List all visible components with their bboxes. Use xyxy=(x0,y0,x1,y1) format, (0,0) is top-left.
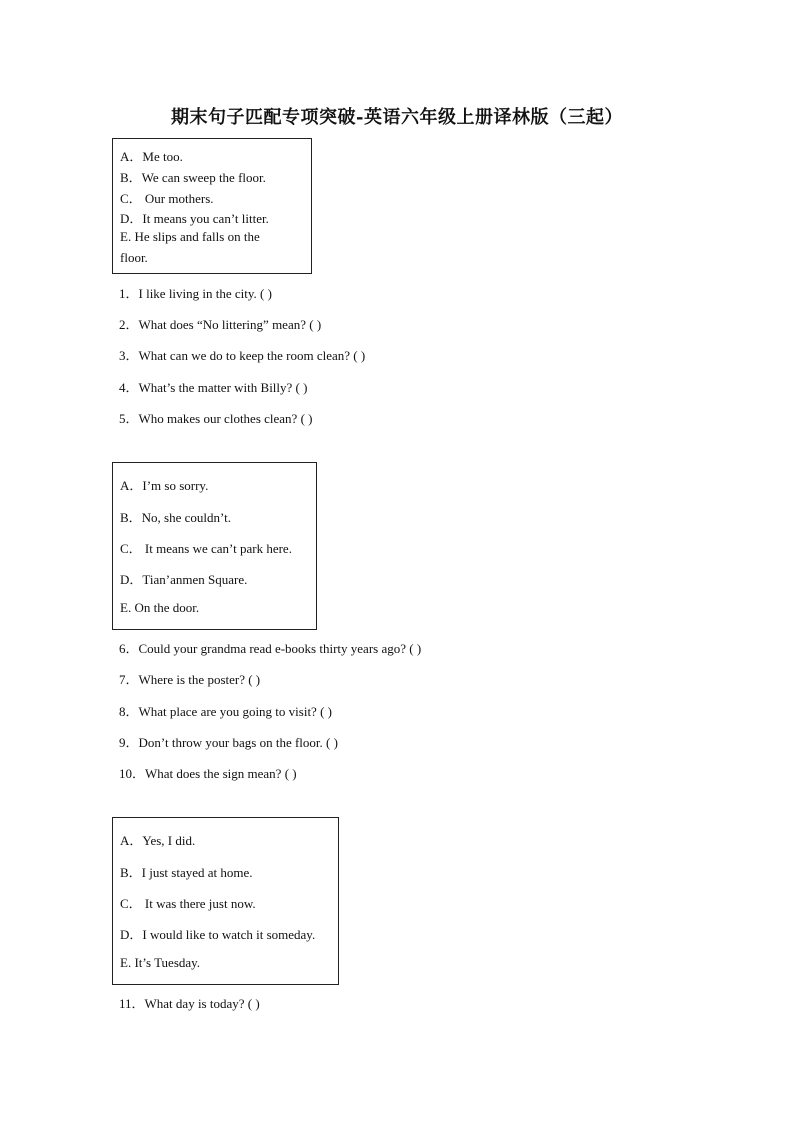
option-d: D．Tian’anmen Square. xyxy=(120,572,248,587)
option-d: D．It means you can’t litter. xyxy=(120,211,269,226)
option-a: A．Yes, I did. xyxy=(120,833,196,848)
question-9: 9．Don’t throw your bags on the floor. ( ) xyxy=(119,735,338,750)
question-6: 6．Could your grandma read e-books thirty years ago? ( ) xyxy=(119,641,422,656)
option-b: B．No, she couldn’t. xyxy=(120,510,231,525)
option-c: C． Our mothers. xyxy=(120,191,214,206)
option-b: B．I just stayed at home. xyxy=(120,865,253,880)
option-e: E. He slips and falls on the xyxy=(120,229,260,244)
option-e: E. It’s Tuesday. xyxy=(120,955,201,970)
option-e: E. On the door. xyxy=(120,600,200,615)
question-1: 1．I like living in the city. ( ) xyxy=(119,286,272,301)
page-title: 期末句子匹配专项突破-英语六年级上册译林版（三起） xyxy=(171,107,623,128)
question-8: 8．What place are you going to visit? ( ) xyxy=(119,704,332,719)
option-e-continued: floor. xyxy=(120,250,148,265)
question-7: 7．Where is the poster? ( ) xyxy=(119,672,261,687)
option-a: A．Me too. xyxy=(120,149,183,164)
question-5: 5．Who makes our clothes clean? ( ) xyxy=(119,411,313,426)
option-b: B．We can sweep the floor. xyxy=(120,170,266,185)
option-d: D．I would like to watch it someday. xyxy=(120,927,316,942)
question-10: 10．What does the sign mean? ( ) xyxy=(119,766,297,781)
option-a: A．I’m so sorry. xyxy=(120,478,209,493)
question-11: 11．What day is today? ( ) xyxy=(119,996,260,1011)
option-c: C． It means we can’t park here. xyxy=(120,541,292,556)
question-2: 2．What does “No littering” mean? ( ) xyxy=(119,317,322,332)
question-3: 3．What can we do to keep the room clean? ( ) xyxy=(119,348,366,363)
question-4: 4．What’s the matter with Billy? ( ) xyxy=(119,380,308,395)
option-c: C． It was there just now. xyxy=(120,896,256,911)
